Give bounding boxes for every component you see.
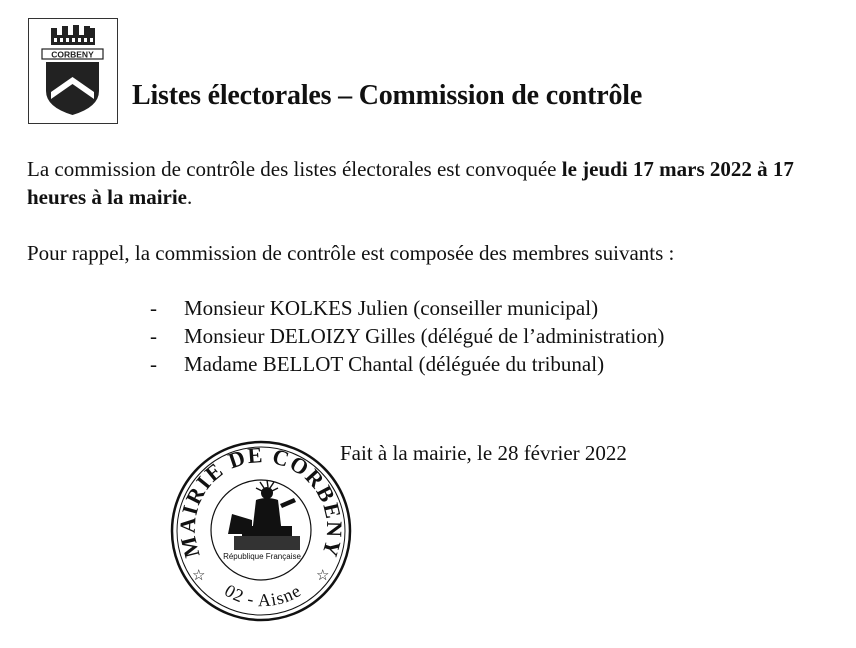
town-logo bbox=[28, 18, 118, 124]
list-bullet: - bbox=[150, 324, 157, 348]
stamp-ring-text: MAIRIE DE CORBENY bbox=[174, 441, 348, 561]
stamp-bottom-text: 02 - Aisne bbox=[221, 580, 305, 611]
member-name: Monsieur KOLKES Julien (conseiller municipal) bbox=[184, 296, 599, 320]
list-item bbox=[150, 322, 664, 350]
convocation-end: . bbox=[187, 185, 193, 209]
convocation-paragraph bbox=[27, 155, 837, 211]
official-stamp bbox=[168, 438, 354, 624]
stamp-center-text: République Française bbox=[223, 552, 301, 561]
signature-line: Fait à la mairie, le 28 février 2022 bbox=[340, 441, 627, 465]
members-intro: Pour rappel, la commission de contrôle est composée des membres suivants : bbox=[27, 241, 675, 265]
page-title: Listes électorales – Commission de contrôle bbox=[132, 80, 643, 111]
list-bullet: - bbox=[150, 296, 157, 320]
star-icon: ☆ bbox=[316, 568, 330, 584]
convocation-intro: La commission de contrôle des listes électorales est convoquée bbox=[27, 157, 562, 181]
marianne-figure-icon bbox=[228, 480, 300, 550]
list-bullet: - bbox=[150, 352, 157, 376]
logo-label: CORBENY bbox=[51, 49, 94, 60]
convocation-date: le jeudi 17 mars 2022 à 17 heures à la mairie bbox=[27, 157, 794, 209]
member-name: Monsieur DELOIZY Gilles (délégué de l’administration) bbox=[184, 324, 665, 348]
members-list bbox=[150, 294, 664, 378]
seal-icon bbox=[168, 438, 354, 624]
list-item bbox=[150, 294, 664, 322]
member-name: Madame BELLOT Chantal (déléguée du tribunal) bbox=[184, 352, 605, 376]
crest-icon bbox=[29, 19, 116, 122]
star-icon: ☆ bbox=[192, 568, 206, 584]
list-item bbox=[150, 350, 664, 378]
